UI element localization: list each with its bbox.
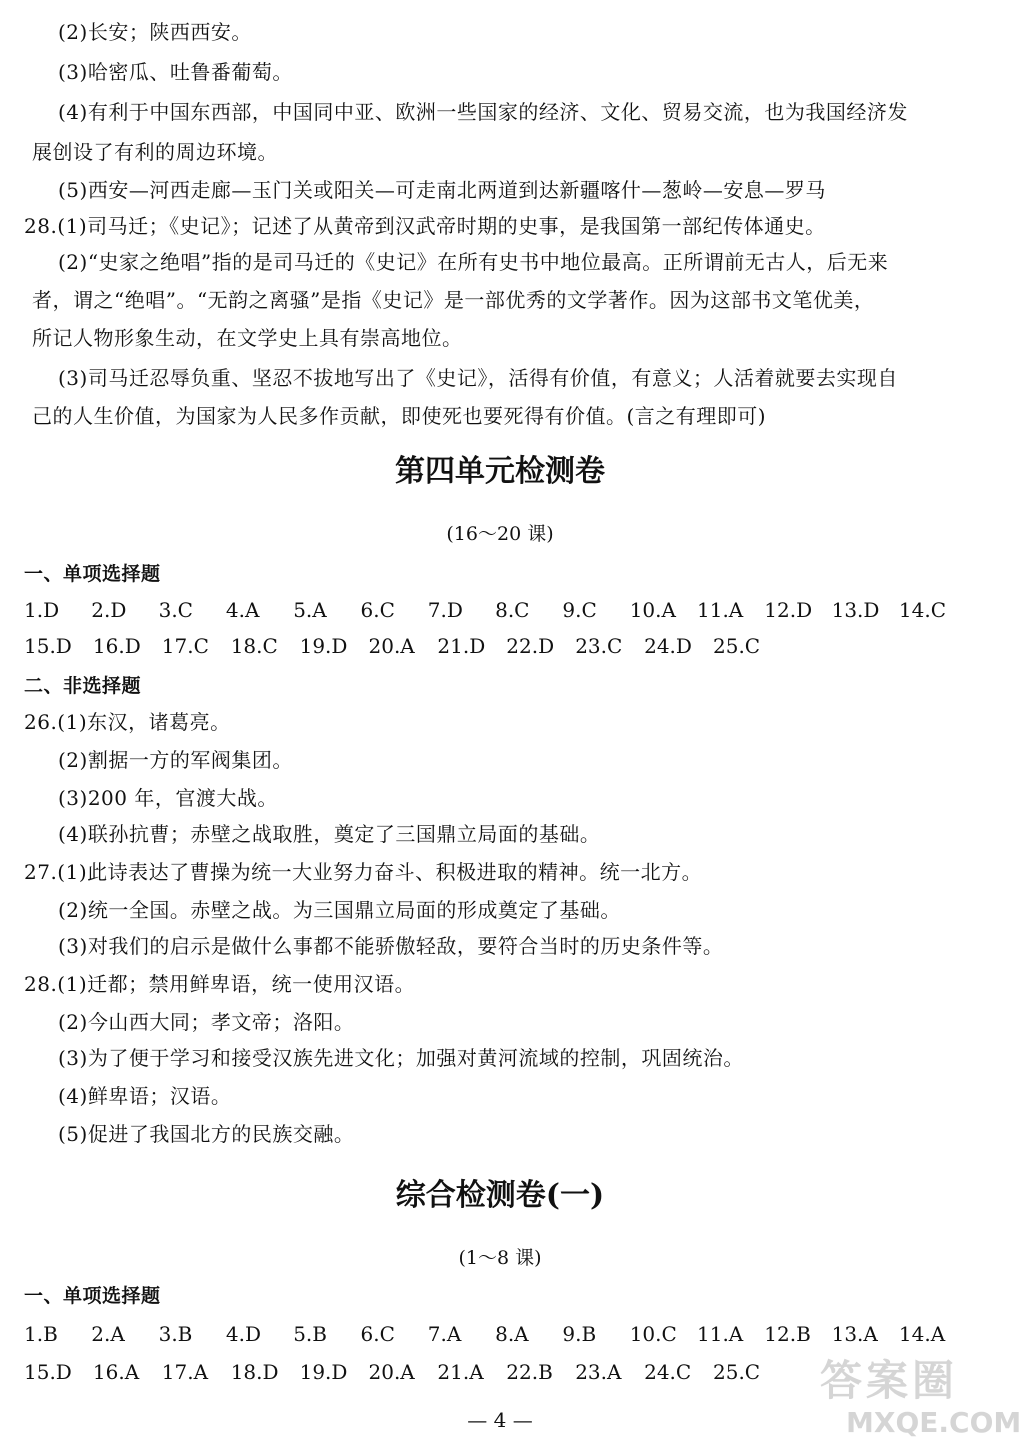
answer-line: (2)割据一方的军阀集团。	[58, 748, 293, 772]
answer-item: 17.C	[161, 634, 209, 658]
section-heading: 二、非选择题	[24, 675, 142, 697]
answer-item: 24.D	[644, 634, 692, 658]
answer-line: (2)长安；陕西西安。	[58, 20, 252, 44]
answer-item: 24.C	[644, 1360, 692, 1384]
answer-line: (4)鲜卑语；汉语。	[58, 1084, 232, 1108]
answer-line: 28.(1)司马迁；《史记》；记述了从黄帝到汉武帝时期的史事，是我国第一部纪传体通史。	[24, 214, 826, 238]
answer-item: 13.D	[831, 598, 880, 622]
answer-item: 6.C	[360, 1322, 395, 1346]
answer-item: 17.A	[161, 1360, 209, 1384]
answer-item: 6.C	[360, 598, 395, 622]
answer-line: (3)对我们的启示是做什么事都不能骄傲轻敌，要符合当时的历史条件等。	[58, 934, 724, 958]
answer-line: (2)今山西大同；孝文帝；洛阳。	[58, 1010, 355, 1034]
answer-item: 21.D	[437, 634, 486, 658]
answer-item: 1.B	[24, 1322, 58, 1346]
answer-item: 12.B	[764, 1322, 811, 1346]
answer-line: (2)统一全国。赤壁之战。为三国鼎立局面的形成奠定了基础。	[58, 898, 621, 922]
answer-line: (4)联孙抗曹；赤壁之战取胜，奠定了三国鼎立局面的基础。	[58, 822, 601, 846]
answer-line: 27.(1)此诗表达了曹操为统一大业努力奋斗、积极进取的精神。统一北方。	[24, 860, 703, 884]
answer-line: (3)为了便于学习和接受汉族先进文化；加强对黄河流域的控制，巩固统治。	[58, 1046, 744, 1070]
answer-line: (5)促进了我国北方的民族交融。	[58, 1122, 355, 1146]
answer-item: 22.B	[506, 1360, 553, 1384]
answer-item: 19.D	[299, 634, 348, 658]
answer-line: 己的人生价值，为国家为人民多作贡献，即使死也要死得有价值。(言之有理即可)	[32, 404, 767, 428]
answer-item: 14.C	[898, 598, 946, 622]
answer-item: 7.D	[427, 598, 463, 622]
answer-item: 2.A	[91, 1322, 125, 1346]
answer-item: 12.D	[764, 598, 813, 622]
section-subtitle: (16～20 课)	[446, 523, 554, 545]
answer-item: 7.A	[427, 1322, 462, 1346]
answer-item: 22.D	[506, 634, 555, 658]
answer-item: 13.A	[831, 1322, 878, 1346]
page-number: — 4 —	[467, 1408, 533, 1432]
answer-line: (4)有利于中国东西部，中国同中亚、欧洲一些国家的经济、文化、贸易交流，也为我国经济发	[58, 100, 908, 124]
answer-item: 21.A	[437, 1360, 484, 1384]
answer-line: (2)“史家之绝唱”指的是司马迁的《史记》在所有史书中地位最高。正所谓前无古人，后无来	[58, 250, 889, 274]
answer-item: 25.C	[713, 634, 761, 658]
answer-line: 26.(1)东汉，诸葛亮。	[24, 710, 231, 734]
answer-item: 16.D	[92, 634, 141, 658]
section-heading: 一、单项选择题	[24, 563, 161, 585]
section-subtitle: (1～8 课)	[458, 1247, 542, 1269]
answer-line: (3)哈密瓜、吐鲁番葡萄。	[58, 60, 293, 84]
answer-item: 5.B	[293, 1322, 327, 1346]
answer-line: 所记人物形象生动，在文学史上具有崇高地位。	[32, 326, 463, 350]
answer-item: 18.D	[230, 1360, 279, 1384]
answer-item: 9.C	[562, 598, 597, 622]
answer-item: 15.D	[24, 1360, 72, 1384]
section-heading: 一、单项选择题	[24, 1285, 161, 1307]
answer-item: 9.B	[562, 1322, 597, 1346]
answer-item: 11.A	[697, 598, 744, 622]
answer-item: 15.D	[24, 634, 72, 658]
answer-item: 25.C	[713, 1360, 761, 1384]
answer-item: 19.D	[299, 1360, 348, 1384]
answer-item: 8.A	[495, 1322, 529, 1346]
section-title: 第四单元检测卷	[395, 454, 605, 489]
answer-item: 8.C	[495, 598, 530, 622]
answer-item: 11.A	[697, 1322, 744, 1346]
answer-item: 23.C	[575, 634, 623, 658]
answer-line: (3)司马迁忍辱负重、坚忍不拔地写出了《史记》，活得有价值，有意义；人活着就要去实现自	[58, 366, 898, 390]
answer-item: 3.B	[158, 1322, 193, 1346]
answer-item: 5.A	[293, 598, 327, 622]
answer-item: 16.A	[92, 1360, 140, 1384]
answer-item: 14.A	[898, 1322, 946, 1346]
answer-item: 3.C	[158, 598, 193, 622]
answer-item: 20.A	[368, 1360, 415, 1384]
answer-item: 10.A	[629, 598, 676, 622]
answer-line: (3)200 年，官渡大战。	[58, 786, 278, 810]
answer-item: 20.A	[368, 634, 415, 658]
answer-item: 1.D	[24, 598, 60, 622]
answer-item: 10.C	[629, 1322, 677, 1346]
section-title: 综合检测卷(一)	[395, 1178, 605, 1213]
answer-item: 4.D	[225, 1322, 262, 1346]
answer-item: 4.A	[225, 598, 260, 622]
answer-line: 展创设了有利的周边环境。	[32, 140, 278, 164]
answer-line: 28.(1)迁都；禁用鲜卑语，统一使用汉语。	[24, 972, 416, 996]
answer-line: 者，谓之“绝唱”。“无韵之离骚”是指《史记》是一部优秀的文学著作。因为这部书文笔优美，	[32, 288, 875, 312]
answer-item: 23.A	[575, 1360, 622, 1384]
watermark-logo: 答案圈 MXQE.COM	[820, 1356, 1021, 1439]
answer-item: 2.D	[91, 598, 127, 622]
answer-item: 18.C	[230, 634, 278, 658]
answer-line: (5)西安—河西走廊—玉门关或阳关—可走南北两道到达新疆喀什—葱岭—安息—罗马	[58, 178, 826, 202]
